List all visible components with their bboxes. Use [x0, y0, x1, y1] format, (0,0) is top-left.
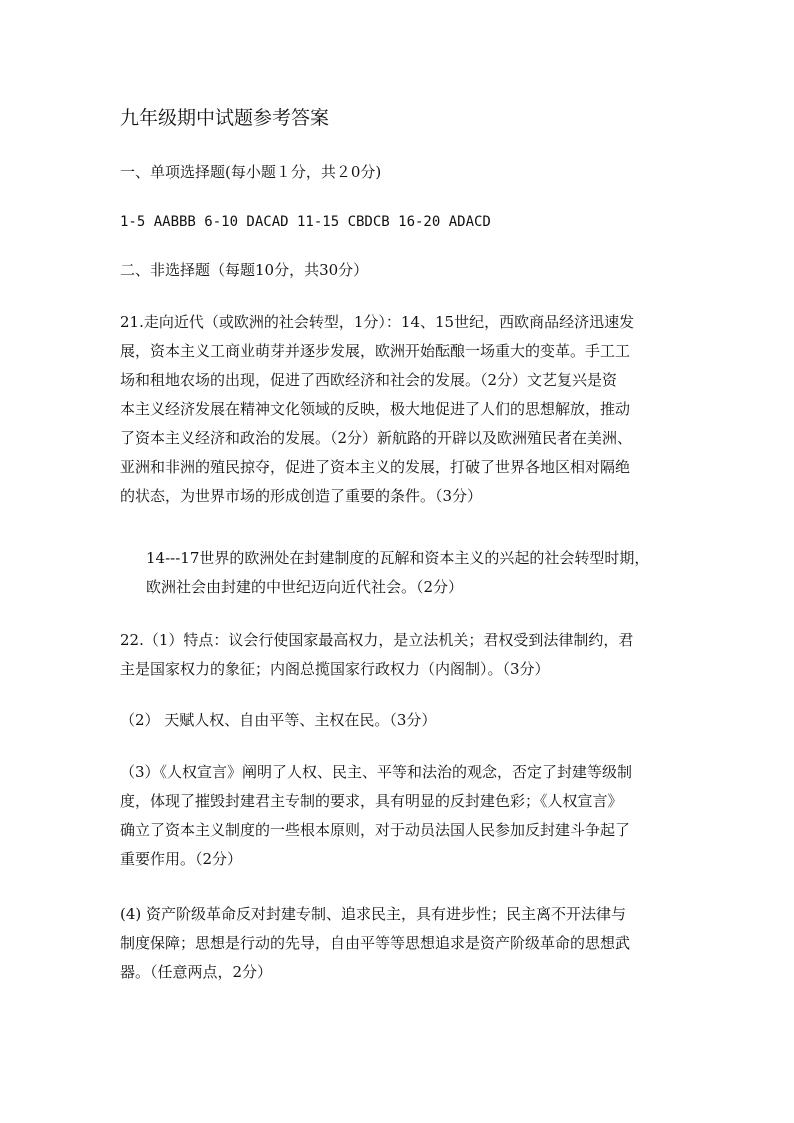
q22-part4-line: (4) 资产阶级革命反对封建专制、追求民主，具有进步性；民主离不开法律与 [120, 905, 627, 923]
question-22-part-1 [120, 628, 680, 686]
q21-line: 的状态，为世界市场的形成创造了重要的条件。（3分） [120, 487, 483, 505]
section-1-heading: 一、单项选择题(每小题１分，共２0分) [120, 163, 382, 181]
section-2-heading: 二、非选择题（每题10分，共30分） [120, 261, 369, 279]
q22-part3-line: 确立了资本主义制度的一些根本原则，对于动员法国人民参加反封建斗争起了 [120, 821, 631, 839]
q21-summary-line: 14---17世界的欧洲处在封建制度的瓦解和资本主义的兴起的社会转型时期， [146, 549, 650, 567]
question-21-summary [146, 546, 706, 604]
q21-line: 展，资本主义工商业萌芽并逐步发展，欧洲开始酝酿一场重大的变革。手工工 [120, 342, 631, 360]
q22-part1-line: 22.（1）特点：议会行使国家最高权力，是立法机关；君权受到法律制约，君 [120, 631, 634, 649]
page-title: 九年级期中试题参考答案 [120, 107, 330, 129]
q22-part4-line: 制度保障；思想是行动的先导，自由平等等思想追求是资产阶级革命的思想武 [120, 934, 631, 952]
q21-line: 场和租地农场的出现，促进了西欧经济和社会的发展。（2分）文艺复兴是资 [120, 371, 618, 389]
q21-line: 21.走向近代（或欧洲的社会转型，1分）：14、15世纪，西欧商品经济迅速发 [120, 313, 635, 331]
question-22-part-4 [120, 902, 680, 989]
q21-line: 亚洲和非洲的殖民掠夺，促进了资本主义的发展，打破了世界各地区相对隔绝 [120, 458, 631, 476]
q22-part4-line: 器。（任意两点，2分） [120, 963, 273, 981]
q22-part3-line: （3）《人权宣言》阐明了人权、民主、平等和法治的观念，否定了封建等级制 [120, 763, 633, 781]
q22-part3-line: 重要作用。（2分） [120, 850, 243, 868]
question-22-part-2: （2） 天赋人权、自由平等、主权在民。（3分） [120, 711, 437, 729]
q21-line: 了资本主义经济和政治的发展。（2分）新航路的开辟以及欧洲殖民者在美洲、 [120, 429, 633, 447]
multiple-choice-answers: 1-5 AABBB 6-10 DACAD 11-15 CBDCB 16-20 ADACD [120, 214, 491, 230]
q22-part1-line: 主是国家权力的象征；内阁总揽国家行政权力（内阁制）。（3分） [120, 660, 550, 678]
question-22-part-3 [120, 760, 680, 876]
q21-line: 本主义经济发展在精神文化领域的反映，极大地促进了人们的思想解放，推动 [120, 400, 631, 418]
q21-summary-line: 欧洲社会由封建的中世纪迈向近代社会。（2分） [146, 578, 464, 596]
q22-part3-line: 度，体现了摧毁封建君主专制的要求，具有明显的反封建色彩；《人权宣言》 [120, 792, 623, 810]
question-21-answer [120, 310, 680, 513]
